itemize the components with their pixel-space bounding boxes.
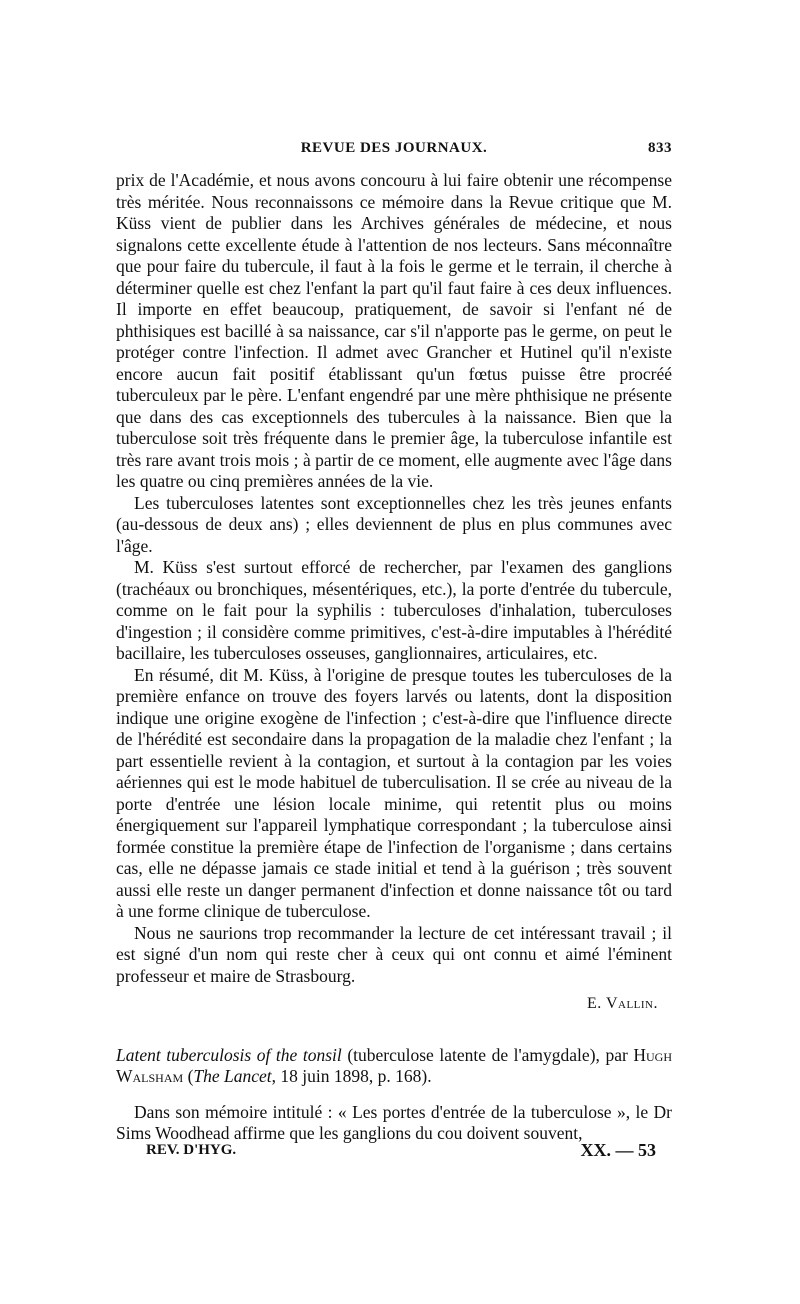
page-footer <box>116 1140 672 1168</box>
article-source-tail: , 18 juin 1898, p. 168). <box>271 1066 432 1086</box>
paragraph: Dans son mémoire intitulé : « Les portes d'entrée de la tuberculose », le Dr Sims Woodhead affirme que les ganglions du cou doivent souvent, <box>116 1101 672 1143</box>
paragraph: Les tuberculoses latentes sont exceptionnelles chez les très jeunes enfants (au-dessous de deux ans) ; elles deviennent de plus en plus communes avec l'âge. <box>116 492 672 556</box>
paragraph: Nous ne saurions trop recommander la lecture de cet intéressant travail ; il est signé d'un nom qui reste cher à ceux qui ont connu et aimé l'éminent professeur et maire de Strasbourg. <box>116 922 672 986</box>
source-open: ( <box>183 1066 194 1086</box>
article-title: Latent tuberculosis of the tonsil <box>116 1044 342 1065</box>
article-body <box>116 170 672 1145</box>
article-heading <box>116 1045 672 1088</box>
paragraph: prix de l'Académie, et nous avons concouru à lui faire obtenir une récompense très méritée. Nous reconnaissons ce mémoire dans la Revue critique que M. Küss vient de publier dans les Archives générales de médecine, et nous signalons cette excellente étude à l'attention de nos lecteurs. Sans méconnaître que pour faire du tubercule, il faut à la fois le germe et le terrain, il cherche à déterminer quelle est chez l'enfant la part qu'il faut faire à ces deux influences. Il importe en effet beaucoup, pratiquement, de savoir si l'enfant né de phthisiques est bacillé à sa naissance, car s'il n'apporte pas le germe, on peut le protéger contre l'infection. Il admet avec Grancher et Hutinel qu'il n'existe encore aucun fait positif établissant qu'un fœtus puisse être procréé tuberculeux par le père. L'enfant engendré par une mère phthisique ne présente que dans des cas exceptionnels des tubercules à la naissance. Bien que la tuberculose soit très fréquente dans le premier âge, la tuberculose infantile est très rare avant trois mois ; à partir de ce moment, elle augmente avec l'âge dans les quatre ou cinq premières années de la vie. <box>116 170 672 491</box>
article-title-tail: (tuberculose latente de l'amygdale), par <box>341 1044 634 1065</box>
running-header <box>116 140 672 164</box>
running-title: REVUE DES JOURNAUX. <box>300 140 488 156</box>
volume-sheet-mark: XX. — 53 <box>580 1140 656 1160</box>
page-number: 833 <box>648 140 672 156</box>
section-gap <box>116 1088 672 1102</box>
section-gap <box>116 1015 672 1045</box>
paragraph: En résumé, dit M. Küss, à l'origine de presque toutes les tuberculoses de la première enfance on trouve des foyers larvés ou latents, dont la disposition indique une origine exogène de l'infection ; c'est-à-dire que l'influence directe de l'hérédité est secondaire dans la propagation de la maladie chez l'enfant ; la part essentielle revient à la contagion, et surtout à la contagion par les voies aériennes qui est le mode habituel de tuberculisation. Il se crée au niveau de la porte d'entrée une lésion locale minime, qui retentit plus ou moins énergiquement sur l'appareil lymphatique correspondant ; la tuberculose ainsi formée constitue la première étape de l'infection de l'organisme ; dans certains cas, elle ne dépasse jamais ce stade initial et tend à la guérison ; très souvent aussi elle reste un danger permanent d'infection et donne naissance tôt ou tard à une forme clinique de tuberculose. <box>116 664 672 921</box>
paragraph: M. Küss s'est surtout efforcé de rechercher, par l'examen des ganglions (trachéaux ou bronchiques, mésentériques, etc.), la porte d'entrée du tubercule, comme on le fait pour la syphilis : tuberculoses d'inhalation, tuberculoses d'ingestion ; il considère comme primitives, c'est-à-dire imputables à l'hérédité bacillaire, les tuberculoses osseuses, ganglionnaires, articulaires, etc. <box>116 557 672 663</box>
author-signature <box>116 993 672 1015</box>
signature-text: E. Vallin. <box>586 995 658 1012</box>
article-author: Hugh Walsham <box>116 1044 672 1086</box>
article-source: The Lancet <box>193 1066 272 1086</box>
journal-signature-mark: REV. D'HYG. <box>146 1142 237 1158</box>
